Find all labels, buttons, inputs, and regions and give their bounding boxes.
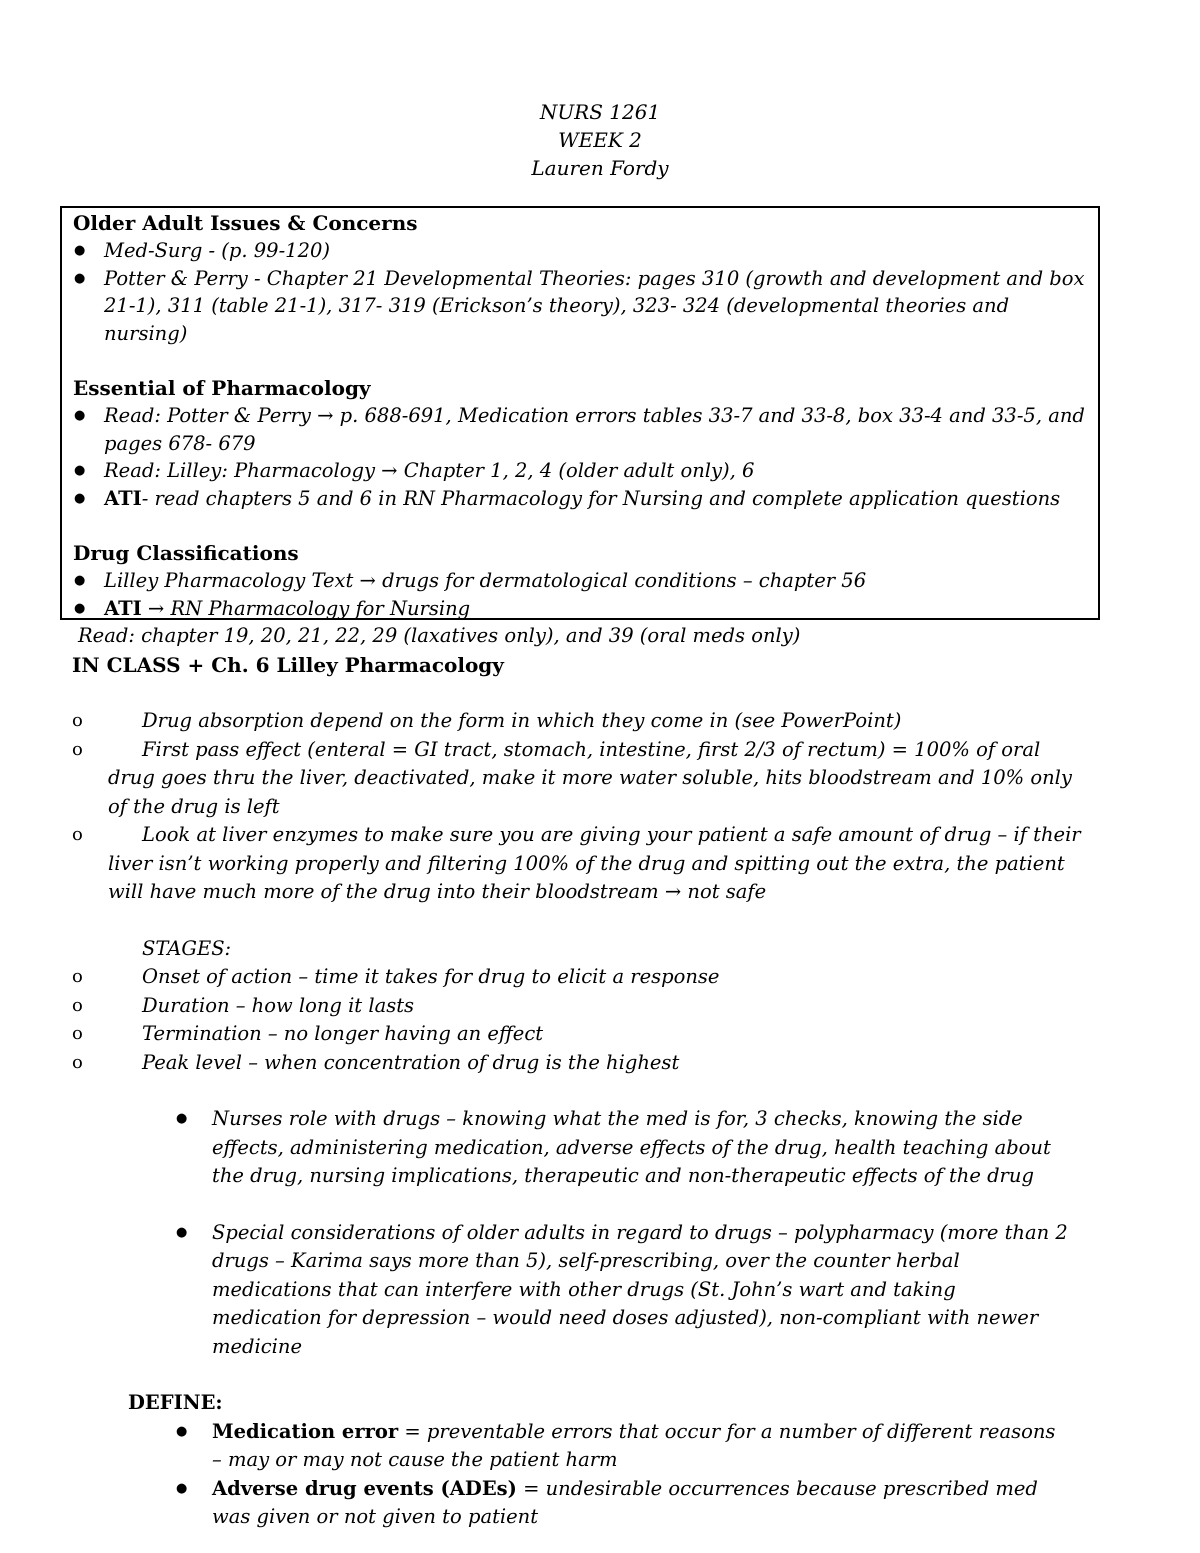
stages-list xyxy=(72,963,1082,1077)
section-title: Essential of Pharmacology xyxy=(73,376,371,400)
item-text: Duration – how long it lasts xyxy=(142,993,415,1017)
bullet-list xyxy=(170,1105,1070,1361)
bullet-list xyxy=(73,237,1088,347)
ati-label: ATI xyxy=(104,596,142,620)
list-item xyxy=(73,595,1088,623)
definition-item xyxy=(170,1475,1070,1532)
ati-label: ATI xyxy=(104,486,142,510)
list-item: ● Nurses role with drugs – knowing what the med is for, 3 checks, knowing the side effects, administering medication, adverse effects of the drug, health teaching about the drug, nursing implications, therapeutic and non-therapeutic effects of the drug xyxy=(170,1105,1070,1191)
list-item: ● Read: Potter & Perry → p. 688-691, Medication errors tables 33-7 and 33-8, box 33-4 and 33-5, and pages 678- 679 xyxy=(73,402,1088,457)
circle-marker: o xyxy=(72,824,83,845)
list-item: ● Med-Surg - (p. 99-120) xyxy=(73,237,1088,265)
definition-text: = undesirable occurrences because prescribed med was given or not given to patient xyxy=(212,1476,1038,1528)
section-pharmacology xyxy=(73,374,1088,512)
class-notes xyxy=(72,651,1082,1532)
section-title: Drug Classifications xyxy=(73,541,299,565)
definition-item xyxy=(170,1418,1070,1475)
definition-term: Adverse drug events (ADEs) xyxy=(212,1476,517,1500)
course-code: NURS 1261 xyxy=(539,100,661,124)
item-text: First pass effect (enteral = GI tract, stomach, intestine, first 2/3 of rectum) = 100% of oral drug goes thru the liver, deactivated, make it more water soluble, hits bloodstream and 10% only of the drug is left xyxy=(108,737,1072,818)
section-title: Older Adult Issues & Concerns xyxy=(73,211,418,235)
circle-marker: o xyxy=(72,710,83,731)
ati-text: - read chapters 5 and 6 in RN Pharmacology for Nursing and complete application questions xyxy=(141,486,1061,510)
circle-marker: o xyxy=(72,1023,83,1044)
list-item: ● Special considerations of older adults in regard to drugs – polypharmacy (more than 2 drugs – Karima says more than 5), self-prescribing, over the counter herbal medications that can interfere with other drugs (St. John’s wart and taking medication for depression – would need doses adjusted), non-compliant with newer medicine xyxy=(170,1219,1070,1362)
circle-marker: o xyxy=(72,738,83,760)
item-text: Peak level – when concentration of drug is the highest xyxy=(142,1050,680,1074)
list-item xyxy=(72,992,1082,1021)
list-item xyxy=(73,485,1088,513)
read-line: Read: chapter 19, 20, 21, 22, 29 (laxatives only), and 39 (oral meds only) xyxy=(78,624,801,647)
item-text: Look at liver enzymes to make sure you are giving your patient a safe amount of drug – if their liver isn’t working properly and filtering 100% of the drug and spitting out the extra, the patient will have much more of the drug into their bloodstream → not safe xyxy=(108,823,1081,903)
item-text: Termination – no longer having an effect xyxy=(142,1022,544,1045)
bullet-list xyxy=(73,402,1088,512)
list-item xyxy=(72,1020,1082,1049)
circle-list xyxy=(72,707,1082,907)
circle-marker: o xyxy=(72,1051,83,1073)
document-header xyxy=(0,98,1200,182)
reading-assignments-box xyxy=(60,206,1100,647)
list-item xyxy=(72,1049,1082,1078)
ati-text: → RN Pharmacology for Nursing xyxy=(141,596,471,620)
circle-marker: o xyxy=(72,994,83,1016)
notes-heading: IN CLASS + Ch. 6 Lilley Pharmacology xyxy=(72,653,504,677)
item-text: Drug absorption depend on the form in which they come in (see PowerPoint) xyxy=(142,709,902,732)
stages-label: STAGES: xyxy=(142,936,232,960)
week-label: WEEK 2 xyxy=(558,128,642,152)
definition-text: = preventable errors that occur for a number of different reasons – may or may not cause the patient harm xyxy=(212,1419,1056,1471)
author-name: Lauren Fordy xyxy=(531,156,669,180)
bullet-list xyxy=(73,567,1088,622)
define-label: DEFINE: xyxy=(128,1391,223,1414)
section-drug-classifications xyxy=(73,539,1088,650)
definition-term: Medication error xyxy=(212,1419,399,1443)
list-item: ● Read: Lilley: Pharmacology → Chapter 1, 2, 4 (older adult only), 6 xyxy=(73,457,1088,485)
list-item: ● Lilley Pharmacology Text → drugs for dermatological conditions – chapter 56 xyxy=(73,567,1088,595)
list-item xyxy=(72,707,1082,736)
circle-marker: o xyxy=(72,966,83,987)
list-item xyxy=(72,821,1082,907)
section-older-adult xyxy=(73,209,1088,347)
list-item xyxy=(72,736,1082,822)
item-text: Onset of action – time it takes for drug to elicit a response xyxy=(142,965,720,988)
list-item: ● Potter & Perry - Chapter 21 Developmental Theories: pages 310 (growth and development and box 21-1), 311 (table 21-1), 317- 319 (Erickson’s theory), 323- 324 (developmental theories and nursing) xyxy=(73,265,1088,348)
list-item xyxy=(72,963,1082,992)
definition-list xyxy=(170,1418,1070,1532)
